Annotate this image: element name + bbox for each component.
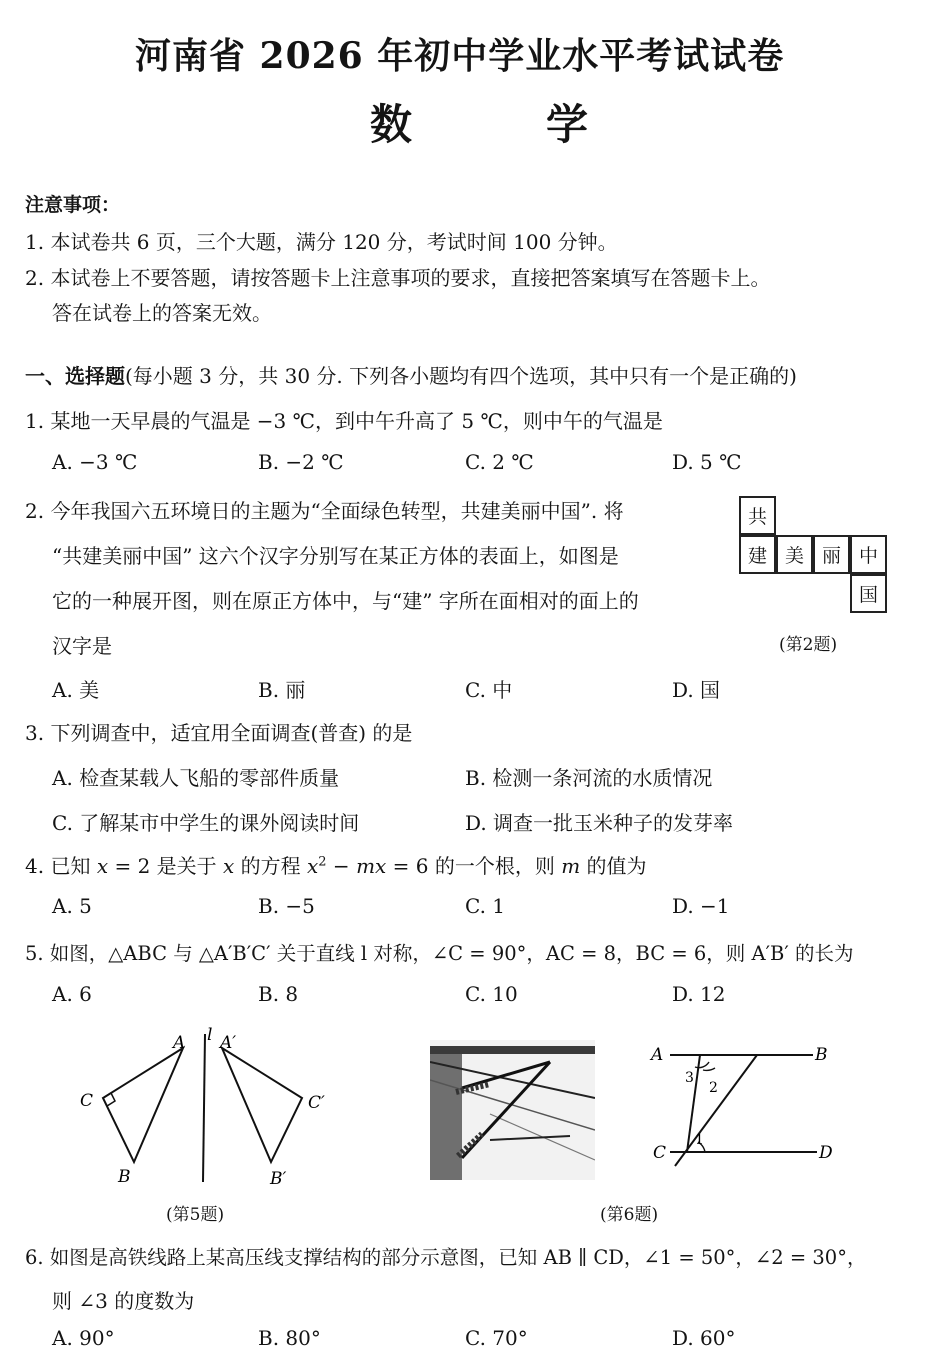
figure-5-triangles [70,1022,350,1197]
q4-stem-part: 的值为 [580,854,647,878]
label-a-prime: A′ [220,1033,237,1053]
angle-label-3: 3 [685,1070,694,1086]
q6-option-c: C. 70° [465,1326,528,1350]
q6-option-b: B. 80° [258,1326,321,1350]
q3-option-c: C. 了解某市中学生的课外阅读时间 [52,811,360,835]
q2-option-b: B. 丽 [258,678,306,702]
q4-stem-part: = 2 是关于 [108,854,217,878]
label-b: B [815,1045,828,1065]
q4-stem-part: = 6 的一个根，则 [386,854,555,878]
q4-option-a: A. 5 [52,894,92,918]
q4-stem-part: 4. 已知 [25,854,91,878]
notice-heading: 注意事项： [25,194,121,216]
symmetry-line-l [203,1034,205,1182]
section-heading [25,360,797,389]
section-title: 一、选择题 [25,364,125,388]
label-a: A [173,1033,186,1053]
q2-option-a: A. 美 [52,678,100,702]
subject-title: 数 学 [370,100,635,149]
notice-item-2: 2. 本试卷上不要答题，请按答题卡上注意事项的要求，直接把答案填写在答题卡上。 [25,266,771,290]
question-2-line-4: 汉字是 [52,634,112,658]
q5-option-c: C. 10 [465,982,518,1006]
angle-label-1: 1 [695,1132,704,1148]
label-c: C [80,1091,94,1111]
q4-option-c: C. 1 [465,894,506,918]
q6-option-a: A. 90° [52,1326,115,1350]
question-5-stem: 5. 如图，△ABC 与 △A′B′C′ 关于直线 l 对称，∠C = 90°，AC = 8，BC = 6，则 A′B′ 的长为 [25,942,854,965]
q4-variable-x: x [307,854,319,878]
net-cell-guo: 国 [850,574,887,613]
net-cell-li: 丽 [813,535,850,574]
q4-variable-mx: mx [356,854,387,878]
q5-option-d: D. 12 [672,982,726,1006]
q2-option-c: C. 中 [465,678,513,702]
q4-option-d: D. −1 [672,894,730,918]
q5-option-b: B. 8 [258,982,299,1006]
angle-label-2: 2 [709,1080,718,1096]
net-cell-zhong: 中 [850,535,887,574]
q4-variable-x: x [96,854,109,878]
q4-stem-part: − [326,854,357,878]
q3-option-d: D. 调查一批玉米种子的发芽率 [465,811,734,835]
question-2-line-1: 2. 今年我国六五环境日的主题为“全面绿色转型，共建美丽中国”. 将 [25,499,624,523]
question-3-stem: 3. 下列调查中，适宜用全面调查(普查) 的是 [25,721,413,745]
figure-5-caption: (第5题) [166,1205,225,1225]
q3-option-a: A. 检查某载人飞船的零部件质量 [52,766,340,790]
question-2-line-2: “共建美丽中国” 这六个汉字分别写在某正方体的表面上，如图是 [52,544,619,568]
q6-option-d: D. 60° [672,1326,736,1350]
q2-option-d: D. 国 [672,678,721,702]
support-pole [430,1050,462,1180]
question-2-line-3: 它的一种展开图，则在原正方体中，与“建” 字所在面相对的面上的 [52,589,639,613]
label-b: B [118,1167,131,1187]
question-6-line-2: 则 ∠3 的度数为 [52,1289,195,1313]
net-cell-gong: 共 [739,496,776,535]
q5-option-a: A. 6 [52,982,92,1006]
exam-title: 河南省 2026 年初中学业水平考试试卷 [135,35,785,77]
figure-6-parallel-lines [645,1040,845,1180]
q4-variable-x: x [223,854,235,878]
label-c: C [653,1143,667,1163]
question-4-stem [25,850,647,879]
net-cell-mei: 美 [776,535,813,574]
question-6-line-1: 6. 如图是高铁线路上某高压线支撑结构的部分示意图，已知 AB ∥ CD，∠1 = 50°，∠2 = 30°， [25,1246,867,1269]
label-l: l [207,1025,213,1045]
label-d: D [819,1143,833,1163]
label-c-prime: C′ [308,1093,325,1113]
notice-item-1: 1. 本试卷共 6 页，三个大题，满分 120 分，考试时间 100 分钟。 [25,230,618,254]
q4-exponent: 2 [318,854,327,870]
q1-option-a: A. −3 ℃ [52,450,138,474]
section-note: (每小题 3 分，共 30 分. 下列各小题均有四个选项，其中只有一个是正确的) [125,364,797,388]
angle-arc-3 [695,1062,709,1068]
q1-option-c: C. 2 ℃ [465,450,534,474]
q4-option-b: B. −5 [258,894,315,918]
q4-stem-part: 的方程 [234,854,301,878]
question-1-stem: 1. 某地一天早晨的气温是 −3 ℃，到中午升高了 5 ℃，则中午的气温是 [25,409,663,433]
label-b-prime: B′ [270,1169,287,1189]
angle-arc-2 [703,1068,715,1070]
q4-variable-m: m [561,854,581,878]
q3-option-b: B. 检测一条河流的水质情况 [465,766,713,790]
high-voltage-support-photo [430,1040,595,1180]
figure-2-caption: (第2题) [779,635,838,655]
figure-6-caption: (第6题) [600,1205,659,1225]
q1-option-d: D. 5 ℃ [672,450,742,474]
net-cell-jian: 建 [739,535,776,574]
triangle-a-prime-b-prime-c-prime [222,1048,302,1162]
triangle-abc [103,1048,183,1162]
q1-option-b: B. −2 ℃ [258,450,344,474]
pole-shadow [430,1046,595,1054]
notice-item-2-cont: 答在试卷上的答案无效。 [52,301,272,325]
label-a: A [651,1045,664,1065]
